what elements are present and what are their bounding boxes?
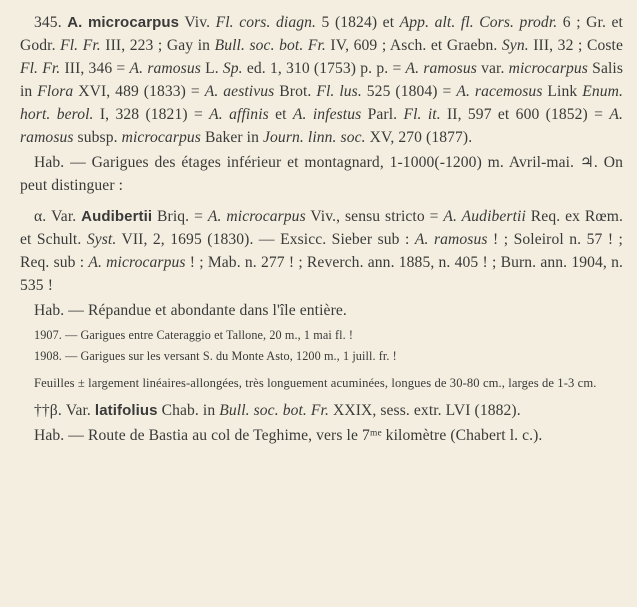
species-habitat: Hab. — Garigues des étages inférieur et montagnard, 1-1000(-1200) m. Avril-mai. ♃. On peut distinguer : <box>20 154 623 195</box>
italic-run: microcarpus <box>121 128 201 146</box>
text-run: var. <box>476 59 509 77</box>
text-run: ed. 1, 310 (1753) p. p. = <box>242 59 406 77</box>
variety-audibertii <box>20 206 623 298</box>
italic-run: Fl. Fr. <box>60 36 101 54</box>
text-run: II, 597 et 600 (1852) = <box>440 105 610 123</box>
text-run: I, 328 (1821) = <box>93 105 210 123</box>
italic-run: Sp. <box>222 59 243 77</box>
text-run: Parl. <box>361 105 404 123</box>
text-run: Baker in <box>200 128 264 146</box>
italic-run: App. alt. fl. Cors. prodr. <box>399 14 558 31</box>
record-1907: 1907. — Garigues entre Cateraggio et Tallone, 20 m., 1 mai fl. ! <box>34 327 354 342</box>
text-run: Chab. in <box>157 402 220 420</box>
text-run: IV, 609 ; Asch. et Graebn. <box>325 36 502 54</box>
italic-run: A. ramosus <box>129 59 201 77</box>
italic-run: Journ. linn. soc. <box>263 128 366 146</box>
italic-run: A. Audibertii <box>443 208 526 226</box>
species-entry <box>20 12 623 149</box>
species-name: microcarpus <box>87 14 180 31</box>
text-run: et <box>268 105 293 123</box>
italic-run: Syn. <box>501 36 529 54</box>
italic-run: A. microcarpus <box>207 208 306 226</box>
text-run: subsp. <box>73 128 122 146</box>
variety-latifolius <box>20 400 623 423</box>
italic-run: Fl. cors. diagn. <box>215 14 317 31</box>
italic-run: A. affinis <box>209 105 269 123</box>
text-run: Link <box>542 82 583 100</box>
text-run: Briq. = <box>152 208 208 226</box>
variety-b-name: latifolius <box>94 402 158 420</box>
text-run: XXIX, sess. extr. LVI (1882). <box>329 402 521 420</box>
text-run: ! ; Soleirol n. 57 ! ; Req. sub : <box>20 231 623 272</box>
text-run: Brot. <box>274 82 317 100</box>
text-run: Viv. <box>179 14 216 31</box>
variety-a-marker: α. Var. <box>34 208 77 226</box>
text-run: Req. ex Rœm. et Schult. <box>20 208 624 249</box>
text-run: 5 (1824) et <box>316 14 400 31</box>
italic-run: A. ramosus <box>20 105 623 146</box>
italic-run: Syst. <box>86 231 117 249</box>
italic-run: A. ramosus <box>414 231 488 249</box>
italic-run: Fl. lus. <box>316 82 362 100</box>
text-run: III, 32 ; Coste <box>528 36 623 54</box>
text-run: XVI, 489 (1833) = <box>73 82 205 100</box>
variety-b-marker: ††β. Var. <box>34 402 91 420</box>
text-run: III, 346 = <box>60 59 130 77</box>
variety-a-name: Audibertii <box>81 208 153 226</box>
text-run: 525 (1804) = <box>361 82 457 100</box>
genus-abbrev: A. <box>67 14 83 31</box>
species-citation <box>20 14 623 146</box>
text-run: L. <box>200 59 223 77</box>
record-1908: 1908. — Garigues sur les versant S. du Monte Asto, 1200 m., 1 juill. fr. ! <box>34 348 397 363</box>
italic-run: Flora <box>37 82 74 100</box>
entry-number: 345. <box>34 14 62 31</box>
text-run: 6 ; Gr. et Godr. <box>20 14 623 54</box>
italic-run: Bull. soc. bot. Fr. <box>219 402 329 420</box>
variety-b-habitat: Hab. — Route de Bastia au col de Teghime, vers le 7ᵐᵉ kilomètre (Chabert l. c.). <box>34 427 543 445</box>
italic-run: A. infestus <box>292 105 362 123</box>
italic-run: Fl. Fr. <box>20 59 61 77</box>
italic-run: Enum. hort. berol. <box>20 82 623 123</box>
variety-a-description: Feuilles ± largement linéaires-allongées, très longuement acuminées, longues de 30-80 cm., larges de 1-3 cm. <box>34 375 597 390</box>
italic-run: A. microcarpus <box>88 254 186 272</box>
text-run: Salis in <box>20 59 623 100</box>
text-run: Viv., sensu stricto = <box>305 208 444 226</box>
variety-a-habitat: Hab. — Répandue et abondante dans l'île entière. <box>34 301 347 319</box>
variety-b-citation <box>158 402 521 419</box>
text-run: ! ; Mab. n. 277 ! ; Reverch. ann. 1885, n. 405 ! ; Burn. ann. 1904, n. 535 ! <box>20 254 624 294</box>
italic-run: A. racemosus <box>456 82 543 100</box>
italic-run: A. ramosus <box>405 59 477 77</box>
italic-run: Fl. it. <box>403 105 441 123</box>
text-run: XV, 270 (1877). <box>365 128 473 146</box>
italic-run: Bull. soc. bot. Fr. <box>214 36 326 54</box>
text-run: VII, 2, 1695 (1830). — Exsicc. Sieber sub : <box>116 231 415 249</box>
italic-run: A. aestivus <box>204 82 275 100</box>
italic-run: microcarpus <box>508 59 588 77</box>
text-run: III, 223 ; Gay in <box>100 36 215 54</box>
